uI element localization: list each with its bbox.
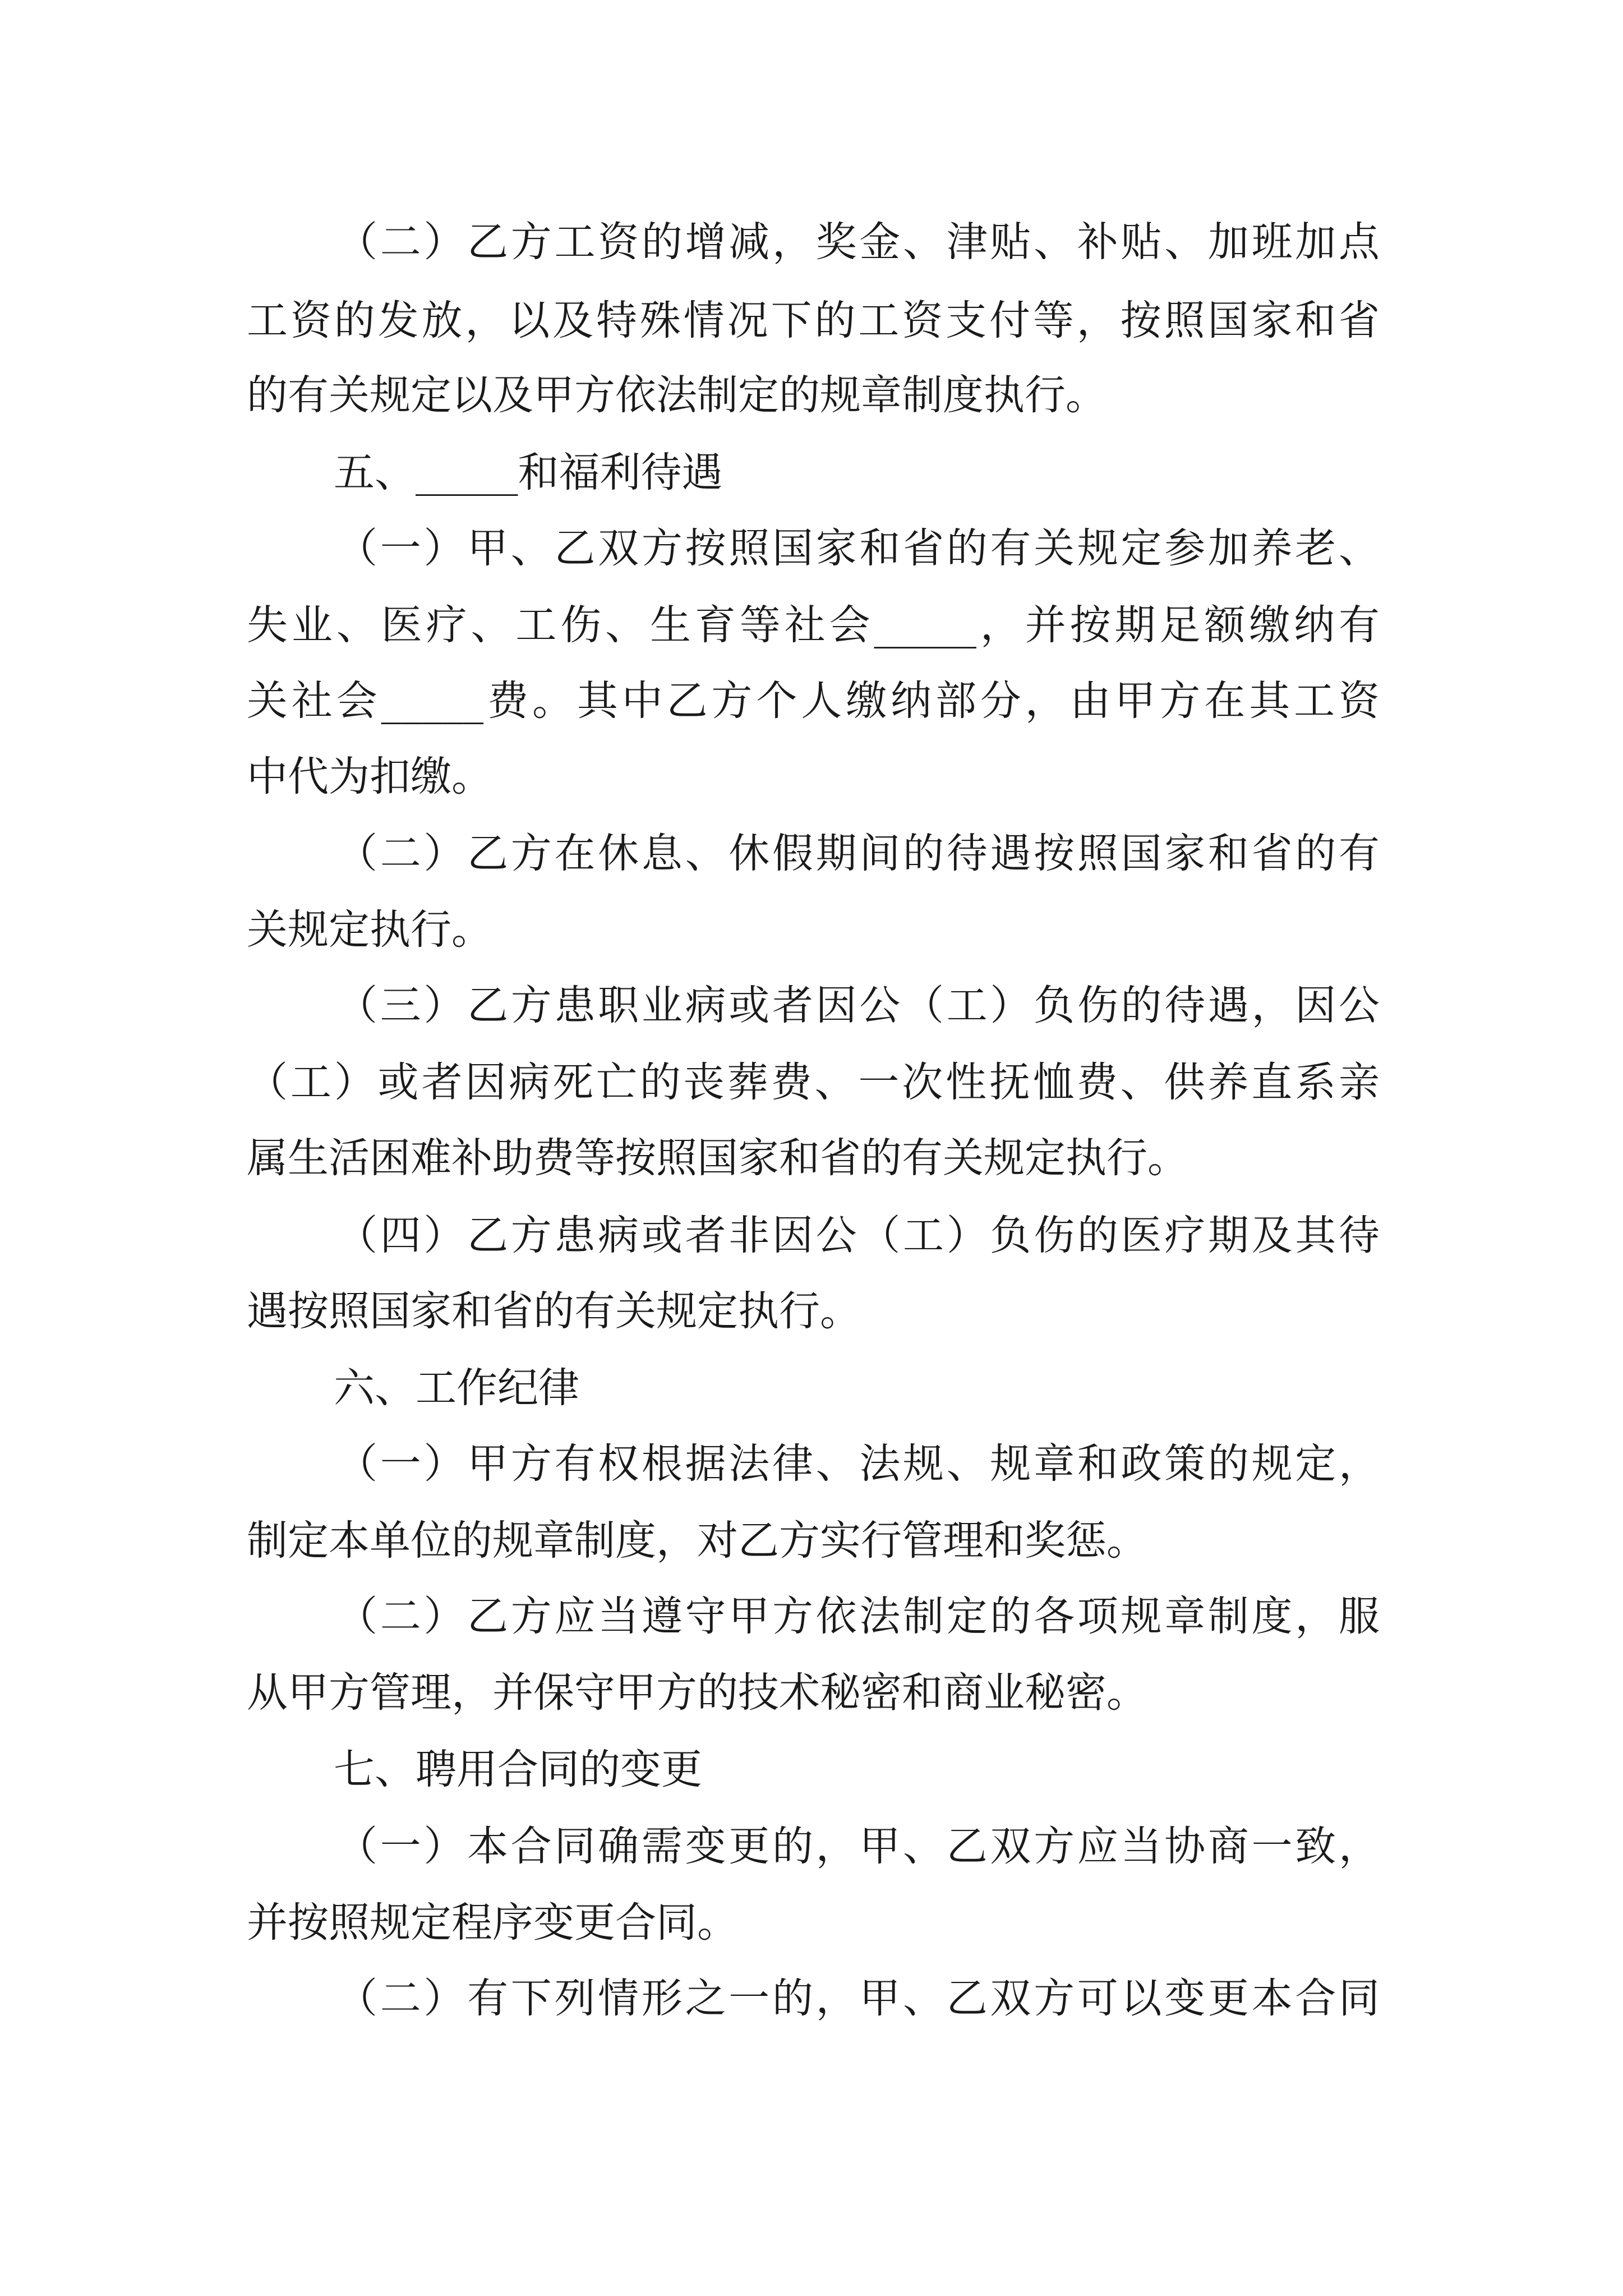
section-heading: 五、_____和福利待遇 bbox=[334, 449, 723, 496]
text-line: 属生活困难补助费等按照国家和省的有关规定执行。 bbox=[247, 1134, 1188, 1182]
text-line: （四）乙方患病或者非因公（工）负伤的医疗期及其待 bbox=[336, 1212, 1380, 1259]
text-line: （工）或者因病死亡的丧葬费、一次性抚恤费、供养直系亲 bbox=[247, 1059, 1380, 1106]
text-line: （三）乙方患职业病或者因公（工）负伤的待遇，因公 bbox=[336, 982, 1380, 1029]
section-heading: 七、聘用合同的变更 bbox=[334, 1746, 702, 1793]
text-line: 中代为扣缴。 bbox=[247, 753, 492, 800]
text-line: 从甲方管理，并保守甲方的技术秘密和商业秘密。 bbox=[247, 1669, 1147, 1717]
text-line: （二）乙方在休息、休假期间的待遇按照国家和省的有 bbox=[336, 830, 1380, 877]
text-line: 关规定执行。 bbox=[247, 906, 492, 954]
section-heading: 六、工作纪律 bbox=[334, 1364, 579, 1412]
text-line: 遇按照国家和省的有关规定执行。 bbox=[247, 1287, 861, 1335]
text-line: 并按照规定程序变更合同。 bbox=[247, 1899, 738, 1947]
text-line: （二）乙方工资的增减，奖金、津贴、补贴、加班加点 bbox=[336, 218, 1380, 266]
text-line: （一）甲方有权根据法律、法规、规章和政策的规定， bbox=[336, 1440, 1380, 1488]
text-line: （一）本合同确需变更的，甲、乙双方应当协商一致， bbox=[336, 1823, 1380, 1870]
text-line: （二）有下列情形之一的，甲、乙双方可以变更本合同 bbox=[336, 1975, 1380, 2022]
text-line: 失业、医疗、工伤、生育等社会_____，并按期足额缴纳有 bbox=[247, 601, 1380, 649]
text-line: 制定本单位的规章制度，对乙方实行管理和奖惩。 bbox=[247, 1517, 1147, 1565]
text-line: （二）乙方应当遵守甲方依法制定的各项规章制度，服 bbox=[336, 1593, 1380, 1640]
text-line: 工资的发放，以及特殊情况下的工资支付等，按照国家和省 bbox=[247, 297, 1380, 344]
text-line: 的有关规定以及甲方依法制定的规章制度执行。 bbox=[247, 371, 1106, 419]
text-line: （一）甲、乙双方按照国家和省的有关规定参加养老、 bbox=[336, 524, 1380, 572]
text-line: 关社会_____费。其中乙方个人缴纳部分，由甲方在其工资 bbox=[247, 677, 1380, 725]
